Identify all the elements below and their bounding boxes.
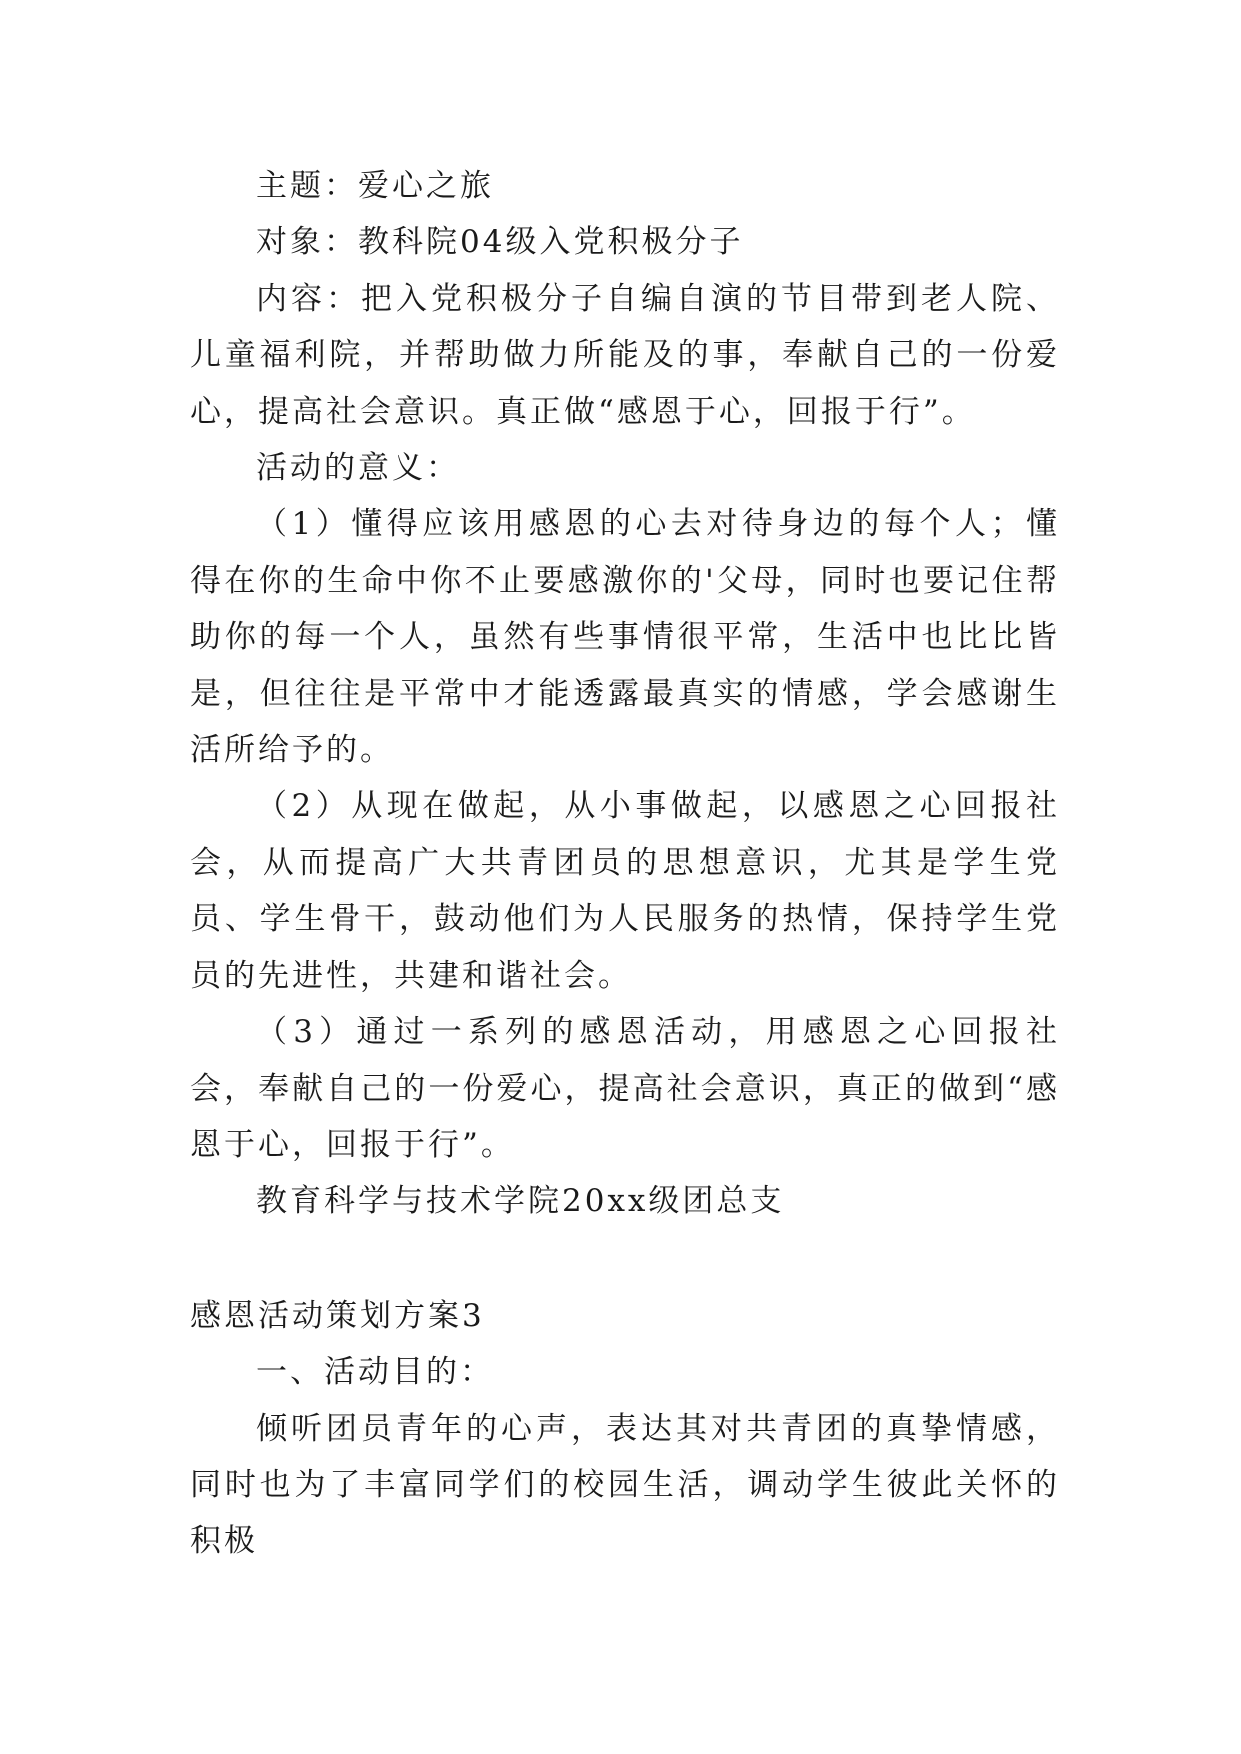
- section-title: 感恩活动策划方案3: [190, 1297, 485, 1334]
- section-spacer: [190, 1230, 1060, 1288]
- signature-line: 教育科学与技术学院20xx级团总支: [256, 1183, 785, 1220]
- audience-line: 对象：教科院04级入党积极分子: [256, 224, 744, 261]
- meaning-item-1: （1）懂得应该用感恩的心去对待身边的每个人；懂得在你的生命中你不止要感激你的'父母，同时也要记住帮助你的每一个人，虽然有些事情很平常，生活中也比比皆是，但往往是平常中才能透露最真实的情感，学会感谢生活所给予的。: [190, 506, 1060, 769]
- goal-paragraph: 倾听团员青年的心声，表达其对共青团的真挚情感，同时也为了丰富同学们的校园生活，调动学生彼此关怀的积极: [190, 1410, 1060, 1560]
- theme-line: 主题：爱心之旅: [256, 168, 494, 204]
- goal-label: 一、活动目的：: [256, 1354, 494, 1391]
- meaning-item-2: （2）从现在做起，从小事做起，以感恩之心回报社会，从而提高广大共青团员的思想意识，尤其是学生党员、学生骨干，鼓动他们为人民服务的热情，保持学生党员的先进性，共建和谐社会。: [190, 788, 1060, 994]
- content-paragraph: 内容：把入党积极分子自编自演的节目带到老人院、儿童福利院，并帮助做力所能及的事，奉献自己的一份爱心，提高社会意识。真正做“感恩于心，回报于行”。: [190, 280, 1060, 430]
- document-body: [190, 158, 1060, 1570]
- meaning-item-3: （3）通过一系列的感恩活动，用感恩之心回报社会，奉献自己的一份爱心，提高社会意识，真正的做到“感恩于心，回报于行”。: [190, 1014, 1060, 1163]
- meaning-label: 活动的意义：: [256, 450, 460, 487]
